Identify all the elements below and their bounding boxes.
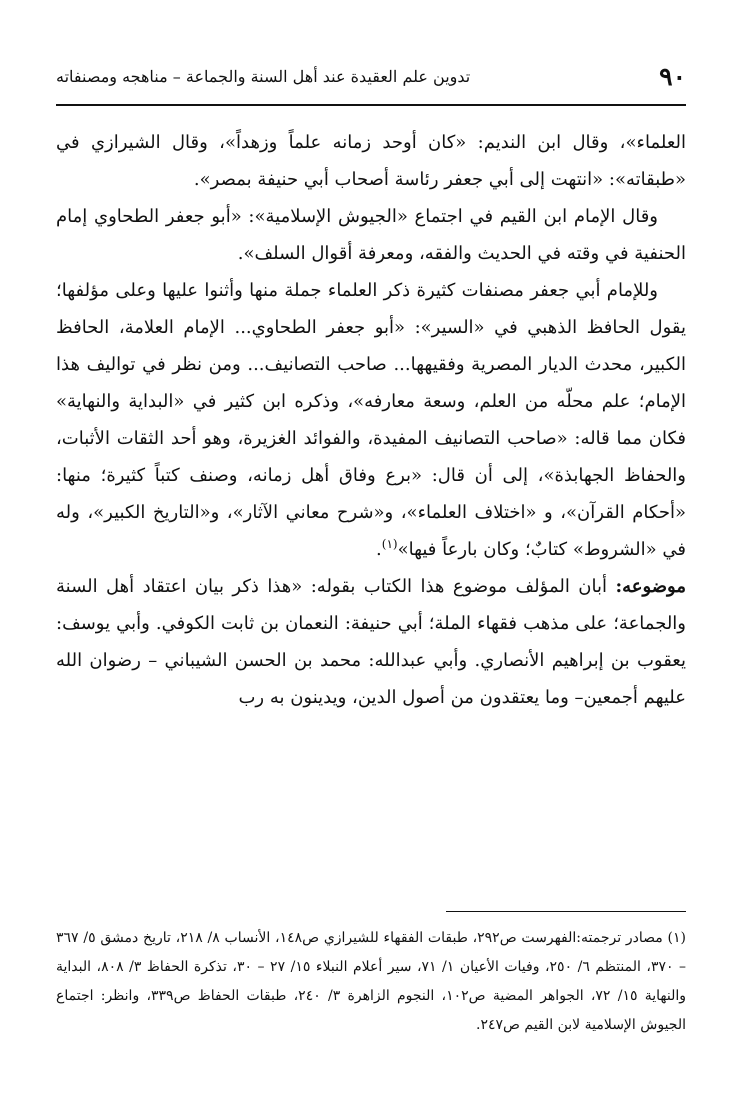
topic-paragraph: [56, 568, 686, 716]
paragraph-3: وللإمام أبي جعفر مصنفات كثيرة ذكر العلماء جملة منها وأثنوا عليها وعلى مؤلفها؛ يقول الحافظ الذهبي في «السير»: «أبو جعفر الطحاوي... الإمام العلامة، الحافظ الكبير، محدث الديار المصرية وفقيهها... صاحب التصانيف... ومن نظر في تواليف هذا الإمام؛ علم محلّه من العلم، وسعة معارفه»، وذكره ابن كثير في «البداية والنهاية» فكان مما قاله: «صاحب التصانيف المفيدة، والفوائد الغزيرة، وهو أحد الثقات الأثبات، والحفاظ الجهابذة»، إلى أن قال: «برع وفاق أهل زمانه، وصنف كتباً كثيرة؛ منها: «أحكام القرآن»، و «اختلاف العلماء»، و«شرح معاني الآثار»، و«التاريخ الكبير»، وله في «الشروط» كتابٌ؛ وكان بارعاً فيها»$^{(١)}$.: [56, 280, 687, 560]
paragraph-2: وقال الإمام ابن القيم في اجتماع «الجيوش الإسلامية»: «أبو جعفر الطحاوي إمام الحنفية في وقته في الحديث والفقه، ومعرفة أقوال السلف».: [56, 206, 686, 264]
footnote-text: (١) مصادر ترجمته:الفهرست ص٢٩٢، طبقات الفقهاء للشيرازي ص١٤٨، الأنساب ٨/ ٢١٨، تاريخ دمشق ٥/ ٣٦٧ – ٣٧٠، المنتظم ٦/ ٢٥٠، وفيات الأعيان ١/ ٧١، سير أعلام النبلاء ١٥/ ٢٧ – ٣٠، تذكرة الحفاظ ٣/ ٨٠٨، البداية والنهاية ١٥/ ٧٢، الجواهر المضية ص١٠٢، النجوم الزاهرة ٣/ ٢٤٠، طبقات الحفاظ ص٣٣٩، وانظر: اجتماع الجيوش الإسلامية لابن القيم ص٢٤٧.: [56, 930, 687, 1033]
topic-text: أبان المؤلف موضوع هذا الكتاب بقوله: «هذا ذكر بيان اعتقاد أهل السنة والجماعة؛ على مذهب فقهاء الملة؛ أبي حنيفة: النعمان بن ثابت الكوفي. وأبي يوسف: يعقوب بن إبراهيم الأنصاري. وأبي عبدالله: محمد بن الحسن الشيباني – رضوان الله عليهم أجمعين– وما يعتقدون من أصول الدين، ويدينون به رب: [56, 576, 686, 708]
footnote-separator: [446, 911, 686, 912]
topic-label: موضوعه:: [615, 576, 686, 597]
main-text: [56, 124, 686, 716]
paragraph-1: العلماء»، وقال ابن النديم: «كان أوحد زمانه علماً وزهداً»، وقال الشيرازي في «طبقاته»: «انتهت إلى أبي جعفر رئاسة أصحاب أبي حنيفة بمصر».: [56, 132, 686, 190]
footnote: [56, 924, 686, 1040]
running-title: تدوين علم العقيدة عند أهل السنة والجماعة – مناهجه ومصنفاته: [56, 67, 471, 86]
footnote-reference[interactable]: (١): [381, 537, 398, 551]
page-header: [56, 64, 686, 100]
header-rule: [56, 104, 686, 106]
paragraph-3-text: وللإمام أبي جعفر مصنفات كثيرة ذكر العلماء جملة منها وأثنوا عليها وعلى مؤلفها؛ يقول الحافظ الذهبي في «السير»: «أبو جعفر الطحاوي... الإمام العلامة، الحافظ الكبير، محدث الديار المصرية وفقيهها... صاحب التصانيف... ومن نظر في تواليف هذا الإمام؛ علم محلّه من العلم، وسعة معارفه»، وذكره ابن كثير في «البداية والنهاية» فكان مما قاله: «صاحب التصانيف المفيدة، والفوائد الغزيرة، وهو أحد الثقات الأثبات، والحفاظ الجهابذة»، إلى أن قال: «برع وفاق أهل زمانه، وصنف كتباً كثيرة؛ منها: «أحكام القرآن»، و «اختلاف العلماء»، و«شرح معاني الآثار»، و«التاريخ الكبير»، وله في «الشروط» كتابٌ؛ وكان بارعاً فيها»: [56, 280, 687, 560]
page-number: ٩٠: [659, 62, 686, 91]
